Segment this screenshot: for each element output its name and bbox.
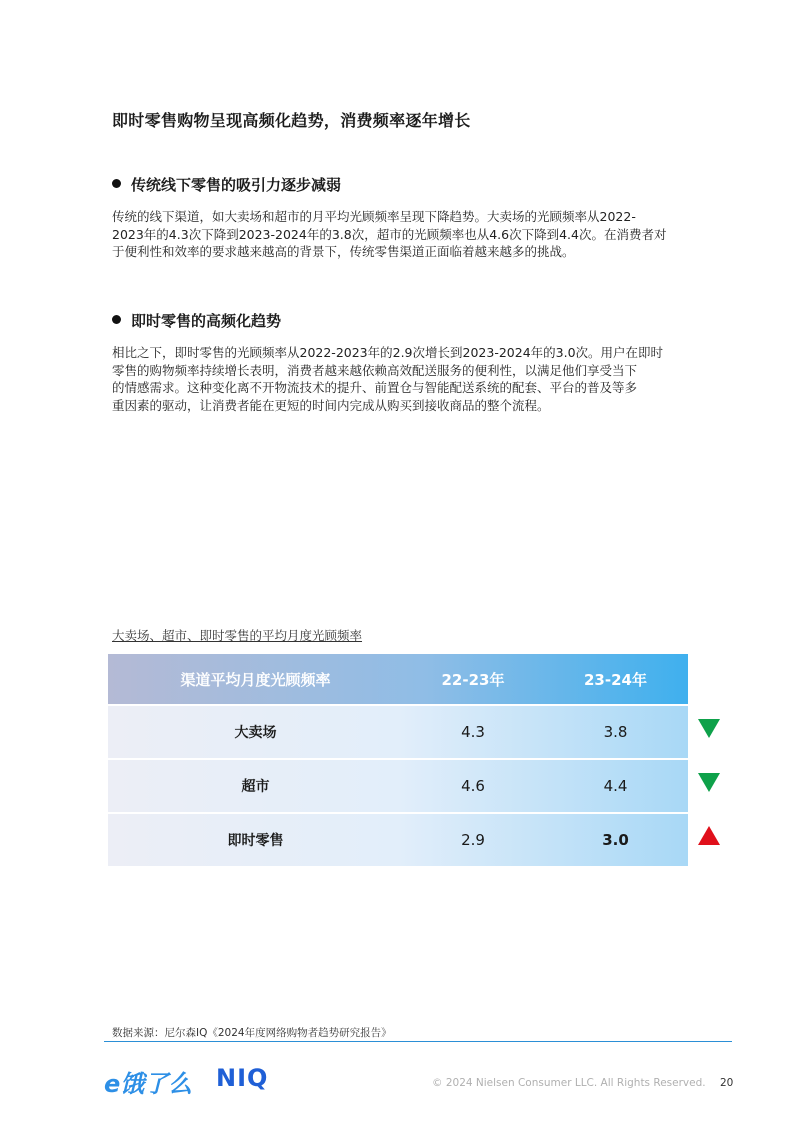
paragraph-line: 传统的线下渠道，如大卖场和超市的月平均光顾频率呈现下降趋势。大卖场的光顾频率从2022- [112,209,636,224]
table-row [108,814,688,866]
section1-heading-text: 传统线下零售的吸引力逐步减弱 [131,176,342,194]
data-source: 数据来源：尼尔森IQ《2024年度网络购物者趋势研究报告》 [112,1027,392,1039]
cell-2324: 3.8 [603,723,628,741]
eleme-logo: e饿了么 [104,1070,193,1098]
section2-paragraph [112,344,732,414]
cell-2223: 2.9 [461,831,485,849]
header-channel: 渠道平均月度光顾频率 [180,670,331,689]
bullet-dot-icon [112,179,121,188]
header-2324: 23-24年 [584,670,647,689]
trend-up-icon [698,826,720,845]
footer-divider [104,1041,732,1042]
trend-down-icon [698,719,720,738]
cell-channel: 即时零售 [227,833,284,849]
cell-2223: 4.6 [461,777,485,795]
section1-paragraph [112,208,732,261]
cell-2324: 3.0 [602,831,629,849]
paragraph-line: 2023年的4.3次下降到2023-2024年的3.8次，超市的光顾频率也从4.6次下降到4.4次。在消费者对 [112,226,667,242]
paragraph-line: 重因素的驱动，让消费者能在更短的时间内完成从购买到接收商品的整个流程。 [112,397,550,413]
page-title: 即时零售购物呈现高频化趋势，消费频率逐年增长 [112,111,471,130]
bullet-dot-icon [112,315,121,324]
niq-logo: NIQ [216,1064,269,1092]
cell-channel: 大卖场 [234,725,277,741]
section2-heading [112,310,281,331]
paragraph-line: 相比之下，即时零售的光顾频率从2022-2023年的2.9次增长到2023-2024年的3.0次。用户在即时 [112,345,664,360]
section2-heading-text: 即时零售的高频化趋势 [131,312,282,330]
header-2223: 22-23年 [441,670,505,689]
paragraph-line: 的情感需求。这种变化离不开物流技术的提升、前置仓与智能配送系统的配套、平台的普及等多 [112,380,638,395]
cell-channel: 超市 [241,779,270,795]
trend-down-icon [698,773,720,792]
paragraph-line: 于便利性和效率的要求越来越高的背景下，传统零售渠道正面临着越来越多的挑战。 [112,244,575,259]
table-caption: 大卖场、超市、即时零售的平均月度光顾频率 [112,628,363,643]
page-number: 20 [720,1077,734,1089]
frequency-table [108,654,688,866]
table-row [108,706,688,758]
table-row [108,760,688,812]
table-header-row [108,654,688,704]
paragraph-line: 零售的购物频率持续增长表明，消费者越来越依赖高效配送服务的便利性，以满足他们享受当下 [112,362,638,378]
cell-2324: 4.4 [603,777,628,795]
cell-2223: 4.3 [461,723,485,741]
copyright: © 2024 Nielsen Consumer LLC. All Rights Reserved. [432,1077,706,1089]
section1-heading [112,174,341,195]
